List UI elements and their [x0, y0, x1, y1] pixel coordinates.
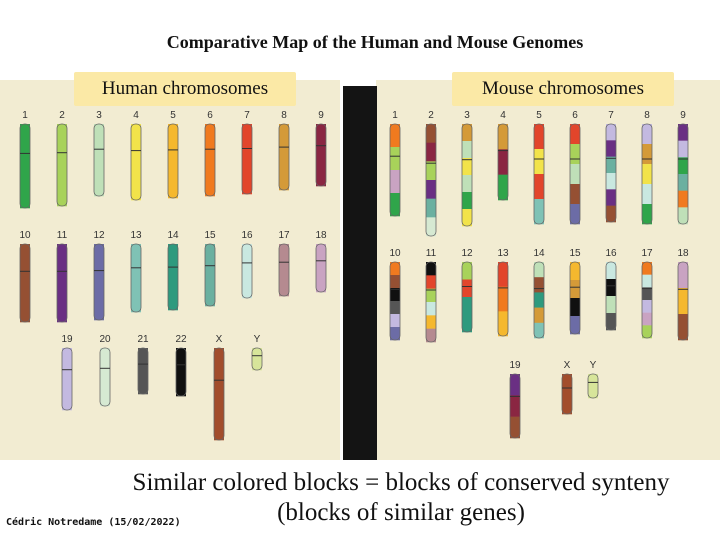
synteny-block — [426, 161, 436, 180]
synteny-block — [426, 275, 436, 289]
mouse-chromosome-16 — [605, 248, 617, 330]
synteny-block — [242, 244, 252, 298]
human-chromosome-label: 12 — [93, 230, 105, 241]
synteny-block — [62, 348, 72, 410]
synteny-block — [534, 277, 544, 293]
synteny-block — [390, 314, 400, 327]
human-chromosome-label: 10 — [19, 230, 31, 241]
synteny-block — [462, 280, 472, 298]
synteny-block — [570, 184, 580, 204]
mouse-chromosome-10 — [389, 248, 401, 340]
human-chromosome-Y — [252, 334, 262, 370]
mouse-chromosome-label: 5 — [536, 110, 542, 121]
human-chromosome-label: 20 — [99, 334, 111, 345]
synteny-block — [642, 300, 652, 313]
synteny-block — [426, 302, 436, 316]
synteny-block — [570, 164, 580, 184]
synteny-block — [570, 316, 580, 334]
synteny-block — [426, 180, 436, 199]
human-chromosome-label: 22 — [175, 334, 187, 345]
mouse-chromosome-3 — [462, 110, 472, 226]
synteny-block — [570, 204, 580, 224]
human-chromosome-label: 6 — [207, 110, 213, 121]
mouse-chromosome-2 — [426, 110, 436, 236]
synteny-block — [426, 262, 436, 276]
synteny-block — [426, 289, 436, 303]
mouse-chromosome-label: 4 — [500, 110, 506, 121]
synteny-block — [176, 348, 186, 396]
synteny-block — [534, 262, 544, 278]
human-chromosome-label: 18 — [315, 230, 327, 241]
synteny-block — [462, 262, 472, 280]
human-chromosome-label: 17 — [278, 230, 290, 241]
human-chromosome-6 — [205, 110, 215, 196]
synteny-block — [570, 144, 580, 164]
mouse-chromosome-15 — [569, 248, 581, 334]
synteny-block — [678, 174, 688, 191]
synteny-block — [678, 207, 688, 224]
synteny-block — [534, 199, 544, 224]
caption-line-1: Similar colored blocks = blocks of conserved synteny — [132, 469, 670, 496]
synteny-block — [462, 124, 472, 141]
human-chromosome-label: 21 — [137, 334, 149, 345]
human-chromosome-9 — [316, 110, 326, 186]
human-chromosome-label: 15 — [204, 230, 216, 241]
human-chromosomes-label: Human chromosomes — [74, 72, 296, 106]
synteny-block — [390, 124, 400, 147]
human-chromosome-11 — [57, 230, 68, 322]
human-chromosome-label: 9 — [318, 110, 324, 121]
synteny-block — [462, 175, 472, 192]
human-chromosome-17 — [278, 230, 290, 296]
human-chromosome-label: 5 — [170, 110, 176, 121]
human-chromosome-label: 16 — [241, 230, 253, 241]
synteny-block — [214, 348, 224, 440]
synteny-block — [534, 149, 544, 174]
human-chromosome-21 — [137, 334, 149, 394]
synteny-block — [20, 244, 30, 322]
mouse-chromosome-9 — [678, 110, 688, 224]
synteny-block — [678, 288, 688, 314]
synteny-block — [390, 327, 400, 340]
synteny-block — [498, 124, 508, 150]
synteny-block — [678, 191, 688, 208]
synteny-block — [205, 124, 215, 196]
human-chromosome-8 — [279, 110, 289, 190]
human-chromosome-label: 2 — [59, 110, 65, 121]
human-chromosome-7 — [242, 110, 252, 194]
synteny-block — [498, 262, 508, 287]
human-chromosome-label: 1 — [22, 110, 28, 121]
synteny-block — [562, 374, 572, 414]
mouse-chromosome-18 — [677, 248, 689, 340]
synteny-block — [138, 348, 148, 394]
mouse-chromosomes-label: Mouse chromosomes — [452, 72, 674, 106]
mouse-chromosome-17 — [641, 248, 653, 338]
human-chromosome-label: X — [215, 334, 223, 345]
synteny-block — [168, 124, 178, 198]
mouse-chromosome-label: 16 — [605, 248, 617, 259]
mouse-chromosome-4 — [498, 110, 508, 200]
synteny-block — [242, 124, 252, 194]
synteny-block — [205, 244, 215, 306]
synteny-block — [606, 279, 616, 296]
synteny-block — [462, 141, 472, 158]
synteny-block — [390, 193, 400, 216]
synteny-block — [570, 280, 580, 298]
synteny-block — [462, 297, 472, 315]
human-chromosome-10 — [19, 230, 31, 322]
mouse-chromosome-label: 14 — [533, 248, 545, 259]
synteny-block — [642, 184, 652, 204]
synteny-block — [606, 296, 616, 313]
caption-line-2: (blocks of similar genes) — [277, 499, 525, 526]
human-chromosome-label: 8 — [281, 110, 287, 121]
mouse-chromosome-label: 7 — [608, 110, 614, 121]
mouse-chromosome-label: 3 — [464, 110, 470, 121]
synteny-block — [570, 298, 580, 316]
mouse-chromosome-Y — [588, 360, 598, 398]
mouse-chromosome-label: Y — [589, 360, 597, 371]
human-chromosome-14 — [167, 230, 179, 310]
mouse-chromosome-label: 17 — [641, 248, 653, 259]
human-chromosome-label: 19 — [61, 334, 73, 345]
human-chromosome-label: 4 — [133, 110, 139, 121]
synteny-block — [534, 308, 544, 324]
mouse-chromosome-label: 6 — [572, 110, 578, 121]
synteny-block — [678, 124, 688, 141]
mouse-chromosome-13 — [497, 248, 509, 336]
synteny-block — [510, 395, 520, 417]
synteny-block — [390, 301, 400, 314]
synteny-block — [606, 173, 616, 190]
human-chromosome-4 — [131, 110, 141, 200]
human-chromosome-label: 14 — [167, 230, 179, 241]
synteny-block — [606, 313, 616, 330]
synteny-block — [94, 124, 104, 196]
synteny-block — [426, 199, 436, 218]
human-chromosome-1 — [20, 110, 30, 208]
synteny-block — [131, 124, 141, 200]
synteny-block — [279, 124, 289, 190]
synteny-block — [316, 244, 326, 292]
human-chromosome-label: 11 — [56, 230, 68, 241]
synteny-block — [316, 124, 326, 186]
mouse-chromosome-label: 15 — [569, 248, 581, 259]
synteny-block — [390, 262, 400, 275]
synteny-block — [390, 170, 400, 193]
synteny-block — [426, 315, 436, 329]
synteny-block — [606, 206, 616, 223]
mouse-chromosome-label: 9 — [680, 110, 686, 121]
mouse-chromosome-label: 19 — [509, 360, 521, 371]
mouse-chromosome-8 — [642, 110, 652, 224]
synteny-block — [426, 217, 436, 236]
synteny-block — [570, 124, 580, 144]
human-chromosome-label: Y — [253, 334, 261, 345]
mouse-chromosome-1 — [390, 110, 400, 216]
synteny-block — [131, 244, 141, 312]
synteny-block — [642, 313, 652, 326]
human-chromosome-20 — [99, 334, 111, 406]
mouse-chromosome-label: 8 — [644, 110, 650, 121]
synteny-block — [642, 144, 652, 164]
mouse-chromosome-7 — [606, 110, 616, 222]
human-chromosome-15 — [204, 230, 216, 306]
mouse-chromosome-label: 1 — [392, 110, 398, 121]
synteny-block — [678, 262, 688, 288]
mouse-chromosome-11 — [426, 248, 437, 342]
synteny-block — [498, 287, 508, 312]
human-chromosome-5 — [168, 110, 178, 198]
human-chromosome-22 — [175, 334, 187, 396]
synteny-block — [642, 287, 652, 300]
mouse-chromosome-14 — [533, 248, 545, 338]
synteny-block — [462, 315, 472, 333]
mouse-chromosome-label: 12 — [461, 248, 473, 259]
synteny-block — [462, 158, 472, 175]
synteny-block — [510, 374, 520, 396]
human-chromosome-12 — [93, 230, 105, 320]
human-chromosome-3 — [94, 110, 104, 196]
synteny-block — [534, 174, 544, 199]
synteny-block — [606, 140, 616, 157]
human-chromosome-13 — [130, 230, 142, 312]
synteny-block — [498, 311, 508, 336]
mouse-chromosome-6 — [570, 110, 580, 224]
synteny-block — [534, 323, 544, 339]
human-chromosome-16 — [241, 230, 253, 298]
synteny-block — [94, 244, 104, 320]
mouse-chromosome-label: 2 — [428, 110, 434, 121]
synteny-block — [642, 124, 652, 144]
synteny-block — [678, 141, 688, 158]
mouse-chromosome-5 — [534, 110, 544, 224]
synteny-block — [279, 244, 289, 296]
synteny-block — [252, 348, 262, 370]
synteny-block — [57, 244, 67, 322]
mouse-chromosome-label: 18 — [677, 248, 689, 259]
synteny-block — [498, 149, 508, 175]
synteny-block — [642, 262, 652, 275]
synteny-block — [678, 314, 688, 340]
human-chromosome-18 — [315, 230, 327, 292]
mouse-chromosome-label: 10 — [389, 248, 401, 259]
synteny-block — [606, 262, 616, 279]
mouse-chromosome-19 — [509, 360, 521, 438]
caption — [96, 468, 706, 528]
synteny-block — [390, 288, 400, 301]
synteny-block — [426, 329, 436, 343]
human-chromosome-19 — [61, 334, 73, 410]
human-chromosome-label: 3 — [96, 110, 102, 121]
synteny-block — [57, 124, 67, 206]
human-chromosome-label: 7 — [244, 110, 250, 121]
synteny-block — [510, 417, 520, 439]
synteny-block — [678, 157, 688, 174]
synteny-block — [426, 143, 436, 162]
synteny-block — [570, 262, 580, 280]
synteny-block — [20, 124, 30, 208]
synteny-block — [390, 147, 400, 170]
page-title: Comparative Map of the Human and Mouse Genomes — [166, 32, 584, 52]
synteny-block — [168, 244, 178, 310]
synteny-block — [606, 124, 616, 141]
synteny-block — [642, 164, 652, 184]
synteny-block — [606, 157, 616, 174]
mouse-chromosome-label: 11 — [425, 248, 437, 259]
mouse-chromosome-label: X — [563, 360, 571, 371]
synteny-block — [390, 275, 400, 288]
mouse-chromosome-X — [562, 360, 572, 414]
synteny-block — [588, 374, 598, 398]
synteny-block — [100, 348, 110, 406]
synteny-block — [498, 175, 508, 201]
synteny-block — [534, 124, 544, 149]
mouse-chromosome-label: 13 — [497, 248, 509, 259]
synteny-block — [642, 325, 652, 338]
synteny-block — [606, 189, 616, 206]
credit: Cédric Notredame (15/02/2022) — [6, 517, 181, 528]
synteny-block — [642, 275, 652, 288]
synteny-block — [462, 192, 472, 209]
human-chromosome-2 — [57, 110, 67, 206]
human-chromosome-X — [214, 334, 224, 440]
synteny-block — [642, 204, 652, 224]
synteny-block — [534, 292, 544, 308]
human-chromosome-label: 13 — [130, 230, 142, 241]
synteny-block — [462, 209, 472, 226]
mouse-chromosome-12 — [461, 248, 473, 332]
synteny-block — [426, 124, 436, 143]
